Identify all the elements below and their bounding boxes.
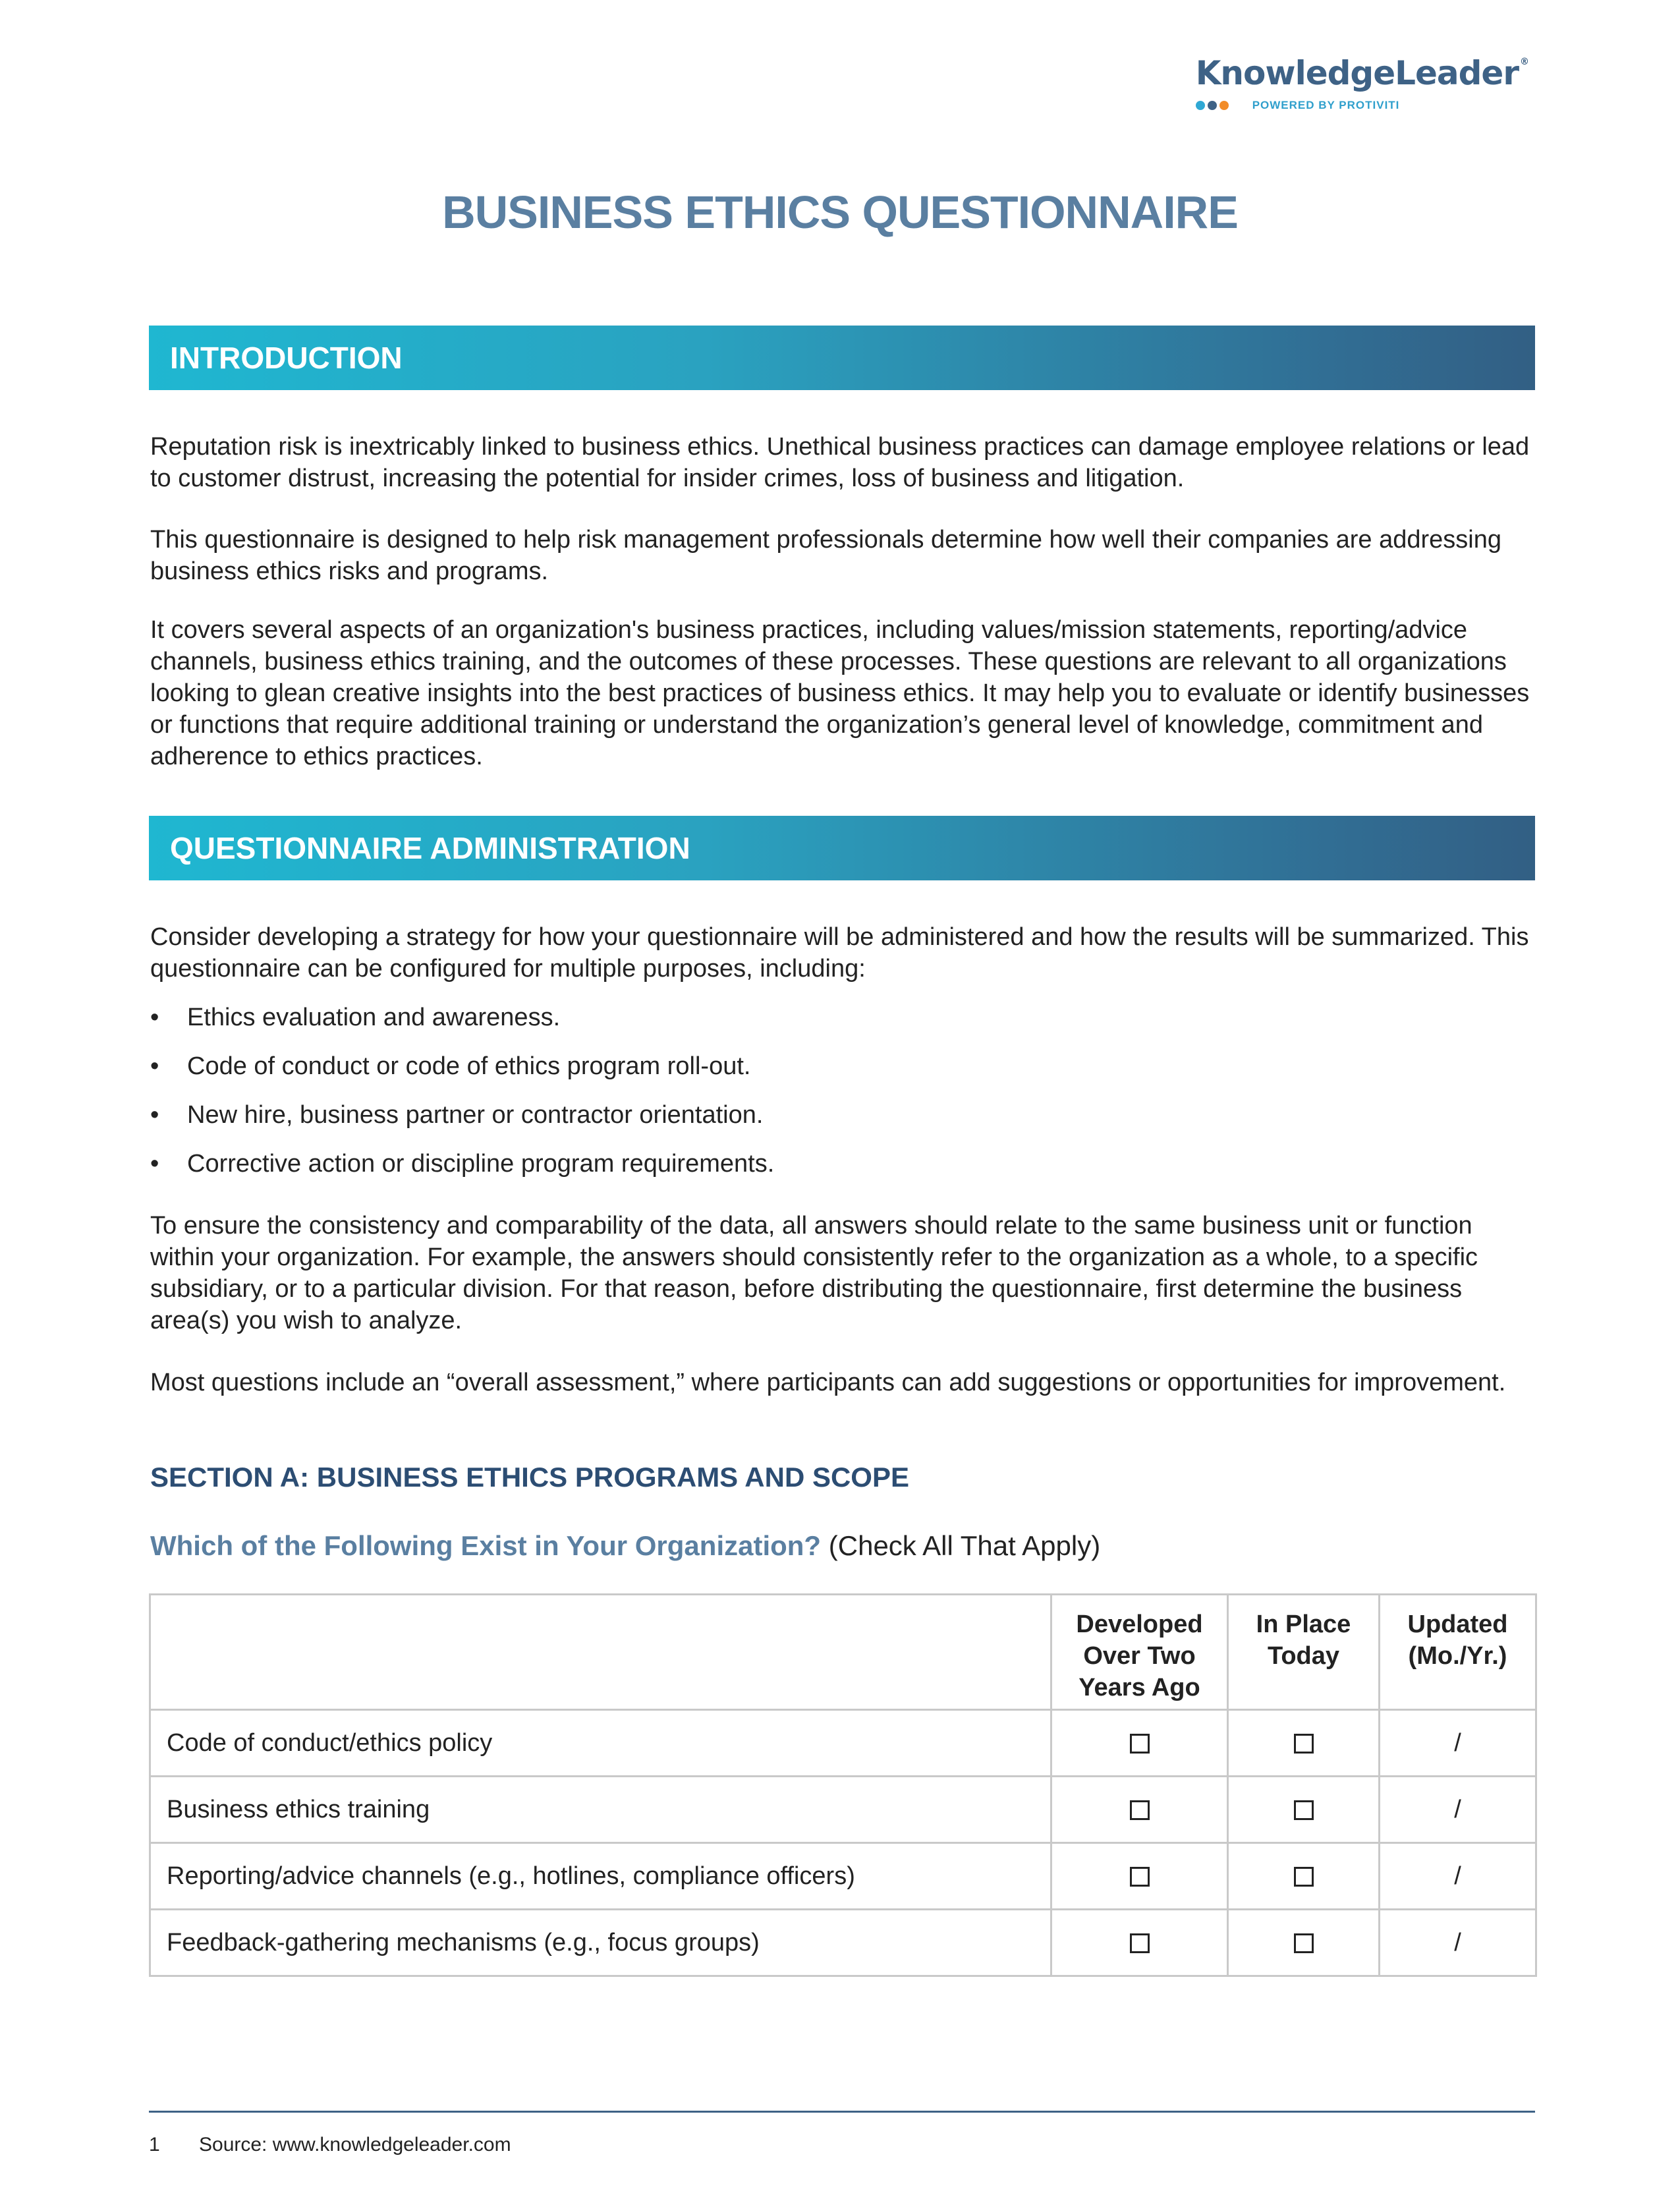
bullet-icon: • [150,1004,159,1031]
question-text: Which of the Following Exist in Your Organization? [150,1530,822,1561]
intro-paragraph-1: Reputation risk is inextricably linked to business ethics. Unethical business practices can damage employee relations or lead to customer distrust, increasing the potential for insider crimes, loss of business and litigation. [150,433,1530,492]
footer-divider [149,2111,1535,2113]
bullet-icon: • [150,1052,159,1080]
page-footer [149,2134,511,2156]
administration-paragraph-3: Most questions include an “overall assessment,” where participants can add suggestions or opportunities for improvement. [150,1369,1506,1396]
list-item: • Ethics evaluation and awareness. [150,1002,1534,1033]
brand-dot [1208,101,1217,110]
brand-tagline: POWERED BY PROTIVITI [1252,99,1400,111]
developed-checkbox[interactable] [1130,1734,1150,1754]
brand-logo [1196,54,1528,112]
section-a-question [150,1530,1100,1562]
brand-dot [1196,101,1205,110]
developed-cell [1051,1710,1228,1777]
section-a-heading: SECTION A: BUSINESS ETHICS PROGRAMS AND SCOPE [150,1462,910,1493]
header-developed: Developed Over Two Years Ago [1051,1595,1228,1710]
introduction-heading: INTRODUCTION [170,341,403,375]
in-place-checkbox[interactable] [1294,1933,1314,1953]
in-place-cell [1228,1777,1380,1843]
administration-banner [149,816,1535,880]
developed-cell [1051,1843,1228,1910]
row-label: Feedback-gathering mechanisms (e.g., focus groups) [150,1910,1051,1976]
header-updated: Updated (Mo./Yr.) [1380,1595,1536,1710]
list-item: • Corrective action or discipline program requirements. [150,1148,1534,1180]
intro-paragraph-2: This questionnaire is designed to help risk management professionals determine how well their companies are addressing business ethics risks and programs. [150,526,1501,585]
row-label: Business ethics training [150,1777,1051,1843]
updated-date-field[interactable]: / [1380,1910,1536,1976]
brand-name: KnowledgeLeader ® [1195,54,1528,92]
developed-checkbox[interactable] [1130,1800,1150,1820]
developed-cell [1051,1777,1228,1843]
in-place-checkbox[interactable] [1294,1800,1314,1820]
brand-sub [1196,99,1528,112]
table-header-row [150,1595,1536,1710]
updated-date-field[interactable]: / [1380,1777,1536,1843]
in-place-cell [1228,1710,1380,1777]
bullet-icon: • [150,1101,159,1129]
introduction-banner [149,326,1535,390]
table-row [150,1710,1536,1777]
brand-dot [1219,101,1229,110]
source-link[interactable]: Source: www.knowledgeleader.com [199,2134,511,2155]
administration-intro: Consider developing a strategy for how your questionnaire will be administered and how the results will be summarized. This questionnaire can be configured for multiple purposes, including: [150,923,1529,983]
updated-date-field[interactable]: / [1380,1710,1536,1777]
header-in-place: In Place Today [1228,1595,1380,1710]
programs-table [149,1593,1537,1977]
administration-heading: QUESTIONNAIRE ADMINISTRATION [170,831,690,865]
in-place-checkbox[interactable] [1294,1867,1314,1887]
administration-paragraph-2: To ensure the consistency and comparability of the data, all answers should relate to the same business unit or function within your organization. For example, the answers should consistently refer to the organization as a whole, to a specific subsidiary, or to a particular division. For that reason, before distributing the questionnaire, first determine the business area(s) you wish to analyze. [150,1212,1478,1334]
in-place-cell [1228,1843,1380,1910]
registered-mark: ® [1520,57,1528,67]
developed-checkbox[interactable] [1130,1933,1150,1953]
list-item: • New hire, business partner or contractor orientation. [150,1099,1534,1131]
in-place-cell [1228,1910,1380,1976]
developed-checkbox[interactable] [1130,1867,1150,1887]
question-note: (Check All That Apply) [821,1530,1101,1561]
row-label: Code of conduct/ethics policy [150,1710,1051,1777]
in-place-checkbox[interactable] [1294,1734,1314,1754]
developed-cell [1051,1910,1228,1976]
page-title: BUSINESS ETHICS QUESTIONNAIRE [442,186,1238,238]
bullet-icon: • [150,1150,159,1178]
brand-dots-icon [1196,101,1229,110]
purpose-list [150,1002,1534,1197]
table-row [150,1843,1536,1910]
page-number: 1 [149,2134,160,2155]
intro-paragraph-3: It covers several aspects of an organization's business practices, including values/mission statements, reporting/advice channels, business ethics training, and the outcomes of these processes. These questions are relevant to all organizations looking to glean creative insights into the best practices of business ethics. It may help you to evaluate or identify businesses or functions that require additional training or understand the organization’s general level of knowledge, commitment and adherence to ethics practices. [150,616,1530,770]
updated-date-field[interactable]: / [1380,1843,1536,1910]
table-row [150,1777,1536,1843]
table-row [150,1910,1536,1976]
header-blank [150,1595,1051,1710]
list-item: • Code of conduct or code of ethics program roll-out. [150,1050,1534,1082]
row-label: Reporting/advice channels (e.g., hotlines, compliance officers) [150,1843,1051,1910]
